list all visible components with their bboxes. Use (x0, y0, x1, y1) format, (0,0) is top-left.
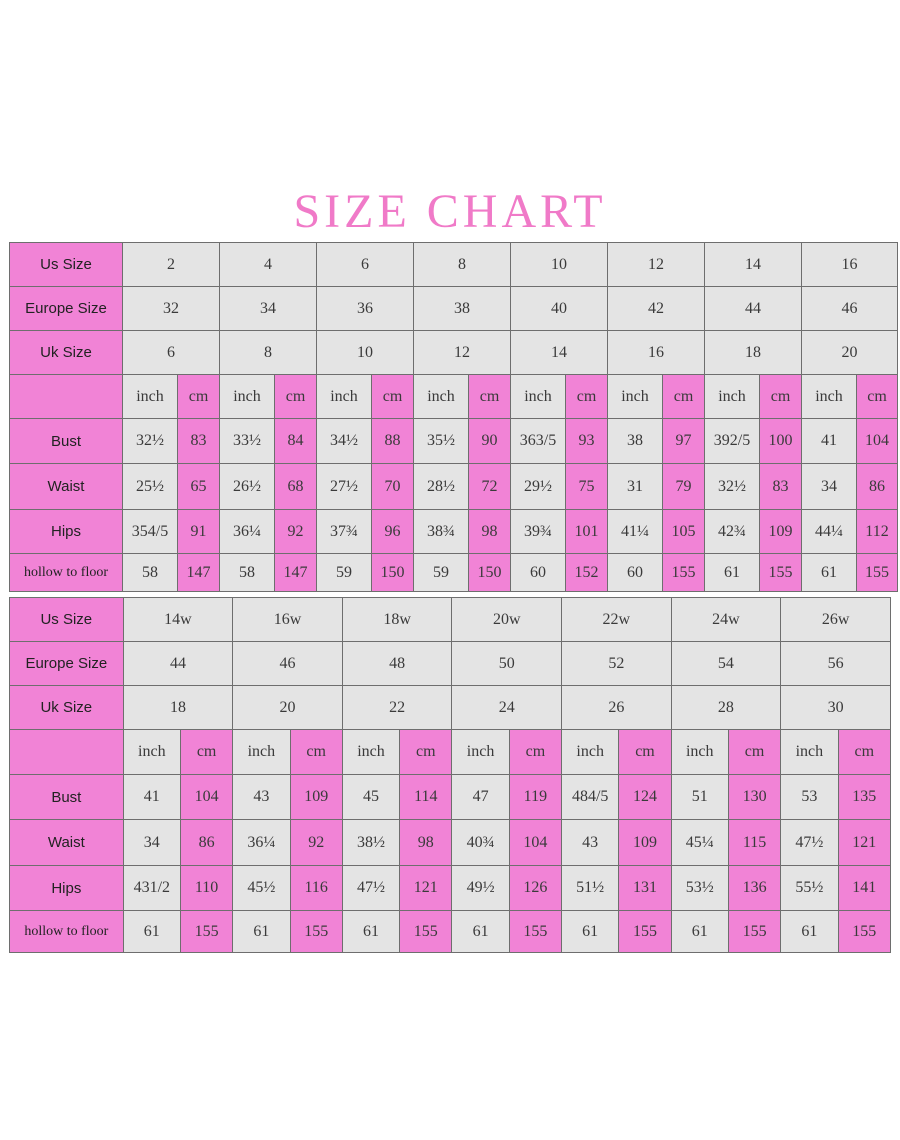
row-label-hips: Hips (10, 510, 123, 554)
hips-inch-cell: 36¼ (220, 510, 275, 554)
uk-size-cell: 22 (342, 686, 452, 730)
hips-cm-cell: 96 (372, 510, 414, 554)
size-row-us (10, 598, 891, 642)
us-size-cell: 2 (123, 243, 220, 287)
hollow-cm-cell: 147 (178, 554, 220, 592)
bust-cm-cell: 97 (663, 419, 705, 464)
hollow-inch-cell: 61 (452, 911, 509, 953)
size-row-hips (10, 510, 898, 554)
row-label-europe: Europe Size (10, 287, 123, 331)
hollow-inch-cell: 61 (342, 911, 399, 953)
waist-inch-cell: 34 (802, 464, 857, 510)
waist-cm-cell: 92 (290, 820, 342, 866)
europe-size-cell: 46 (233, 642, 343, 686)
us-size-cell: 12 (608, 243, 705, 287)
us-size-cell: 6 (317, 243, 414, 287)
uk-size-cell: 8 (220, 331, 317, 375)
uk-size-cell: 12 (414, 331, 511, 375)
hips-cm-cell: 101 (566, 510, 608, 554)
bust-inch-cell: 363/5 (511, 419, 566, 464)
unit-cm-header: cm (180, 730, 232, 775)
unit-cm-header: cm (566, 375, 608, 419)
bust-cm-cell: 109 (290, 775, 342, 820)
uk-size-cell: 16 (608, 331, 705, 375)
row-label-us: Us Size (10, 598, 124, 642)
uk-size-cell: 10 (317, 331, 414, 375)
bust-cm-cell: 83 (178, 419, 220, 464)
bust-cm-cell: 104 (180, 775, 232, 820)
waist-inch-cell: 45¼ (671, 820, 728, 866)
unit-cm-header: cm (469, 375, 511, 419)
size-row-units (10, 375, 898, 419)
unit-inch-header: inch (781, 730, 838, 775)
hips-inch-cell: 38¾ (414, 510, 469, 554)
hollow-cm-cell: 147 (275, 554, 317, 592)
bust-inch-cell: 41 (123, 775, 180, 820)
europe-size-cell: 54 (671, 642, 781, 686)
bust-inch-cell: 34½ (317, 419, 372, 464)
unit-inch-header: inch (608, 375, 663, 419)
size-row-uk (10, 331, 898, 375)
bust-inch-cell: 392/5 (705, 419, 760, 464)
waist-inch-cell: 32½ (705, 464, 760, 510)
size-row-waist (10, 464, 898, 510)
us-size-cell: 26w (781, 598, 891, 642)
size-table-plus (9, 597, 891, 953)
hips-cm-cell: 131 (619, 866, 671, 911)
hollow-inch-cell: 59 (414, 554, 469, 592)
hollow-cm-cell: 155 (290, 911, 342, 953)
size-row-waist (10, 820, 891, 866)
hips-inch-cell: 53½ (671, 866, 728, 911)
hips-cm-cell: 141 (838, 866, 890, 911)
hips-inch-cell: 39¾ (511, 510, 566, 554)
europe-size-cell: 36 (317, 287, 414, 331)
bust-cm-cell: 84 (275, 419, 317, 464)
bust-cm-cell: 119 (509, 775, 561, 820)
hips-cm-cell: 126 (509, 866, 561, 911)
hollow-cm-cell: 155 (400, 911, 452, 953)
unit-inch-header: inch (220, 375, 275, 419)
unit-inch-header: inch (671, 730, 728, 775)
page-title: SIZE CHART (293, 185, 607, 238)
size-row-hollow (10, 911, 891, 953)
europe-size-cell: 34 (220, 287, 317, 331)
hollow-inch-cell: 61 (562, 911, 619, 953)
europe-size-cell: 38 (414, 287, 511, 331)
europe-size-cell: 52 (562, 642, 672, 686)
us-size-cell: 22w (562, 598, 672, 642)
size-row-bust (10, 419, 898, 464)
us-size-cell: 10 (511, 243, 608, 287)
unit-inch-header: inch (123, 375, 178, 419)
row-label-hollow: hollow to floor (10, 554, 123, 592)
unit-cm-header: cm (728, 730, 780, 775)
unit-cm-header: cm (372, 375, 414, 419)
hollow-cm-cell: 155 (857, 554, 898, 592)
unit-cm-header: cm (663, 375, 705, 419)
hollow-inch-cell: 60 (511, 554, 566, 592)
bust-cm-cell: 130 (728, 775, 780, 820)
hips-cm-cell: 116 (290, 866, 342, 911)
waist-cm-cell: 86 (180, 820, 232, 866)
uk-size-cell: 14 (511, 331, 608, 375)
row-label-bust: Bust (10, 775, 124, 820)
europe-size-cell: 48 (342, 642, 452, 686)
unit-inch-header: inch (511, 375, 566, 419)
waist-cm-cell: 109 (619, 820, 671, 866)
unit-cm-header: cm (857, 375, 898, 419)
row-label-waist: Waist (10, 820, 124, 866)
unit-inch-header: inch (414, 375, 469, 419)
waist-cm-cell: 115 (728, 820, 780, 866)
us-size-cell: 24w (671, 598, 781, 642)
waist-cm-cell: 79 (663, 464, 705, 510)
size-row-bust (10, 775, 891, 820)
unit-cm-header: cm (760, 375, 802, 419)
hollow-inch-cell: 61 (802, 554, 857, 592)
hips-inch-cell: 47½ (342, 866, 399, 911)
hips-inch-cell: 44¼ (802, 510, 857, 554)
waist-cm-cell: 86 (857, 464, 898, 510)
bust-cm-cell: 114 (400, 775, 452, 820)
europe-size-cell: 44 (705, 287, 802, 331)
hips-inch-cell: 37¾ (317, 510, 372, 554)
uk-size-cell: 18 (705, 331, 802, 375)
uk-size-cell: 28 (671, 686, 781, 730)
bust-cm-cell: 100 (760, 419, 802, 464)
europe-size-cell: 40 (511, 287, 608, 331)
hips-cm-cell: 112 (857, 510, 898, 554)
bust-cm-cell: 93 (566, 419, 608, 464)
hollow-cm-cell: 155 (509, 911, 561, 953)
waist-inch-cell: 26½ (220, 464, 275, 510)
us-size-cell: 4 (220, 243, 317, 287)
europe-size-cell: 56 (781, 642, 891, 686)
bust-cm-cell: 104 (857, 419, 898, 464)
hips-cm-cell: 98 (469, 510, 511, 554)
hips-inch-cell: 55½ (781, 866, 838, 911)
unit-cm-header: cm (838, 730, 890, 775)
hollow-cm-cell: 155 (838, 911, 890, 953)
us-size-cell: 16w (233, 598, 343, 642)
row-label-hollow: hollow to floor (10, 911, 124, 953)
uk-size-cell: 6 (123, 331, 220, 375)
unit-inch-header: inch (317, 375, 372, 419)
bust-inch-cell: 38 (608, 419, 663, 464)
europe-size-cell: 42 (608, 287, 705, 331)
bust-cm-cell: 124 (619, 775, 671, 820)
hollow-cm-cell: 150 (372, 554, 414, 592)
row-label-waist: Waist (10, 464, 123, 510)
waist-cm-cell: 83 (760, 464, 802, 510)
bust-inch-cell: 41 (802, 419, 857, 464)
waist-inch-cell: 34 (123, 820, 180, 866)
waist-inch-cell: 40¾ (452, 820, 509, 866)
unit-inch-header: inch (802, 375, 857, 419)
row-label-bust: Bust (10, 419, 123, 464)
hips-cm-cell: 121 (400, 866, 452, 911)
hollow-cm-cell: 155 (760, 554, 802, 592)
waist-inch-cell: 43 (562, 820, 619, 866)
bust-cm-cell: 90 (469, 419, 511, 464)
size-row-hips (10, 866, 891, 911)
hips-inch-cell: 431/2 (123, 866, 180, 911)
waist-cm-cell: 121 (838, 820, 890, 866)
waist-inch-cell: 38½ (342, 820, 399, 866)
hips-cm-cell: 91 (178, 510, 220, 554)
europe-size-cell: 44 (123, 642, 233, 686)
row-label-uk: Uk Size (10, 331, 123, 375)
bust-inch-cell: 47 (452, 775, 509, 820)
waist-inch-cell: 28½ (414, 464, 469, 510)
europe-size-cell: 50 (452, 642, 562, 686)
size-row-hollow (10, 554, 898, 592)
us-size-cell: 14 (705, 243, 802, 287)
hollow-inch-cell: 61 (671, 911, 728, 953)
unit-cm-header: cm (275, 375, 317, 419)
hollow-inch-cell: 61 (123, 911, 180, 953)
unit-inch-header: inch (452, 730, 509, 775)
size-table-standard (9, 242, 898, 592)
bust-inch-cell: 53 (781, 775, 838, 820)
row-label-europe: Europe Size (10, 642, 124, 686)
bust-inch-cell: 32½ (123, 419, 178, 464)
unit-inch-header: inch (342, 730, 399, 775)
europe-size-cell: 46 (802, 287, 898, 331)
unit-inch-header: inch (562, 730, 619, 775)
row-label-hips: Hips (10, 866, 124, 911)
bust-cm-cell: 135 (838, 775, 890, 820)
europe-size-cell: 32 (123, 287, 220, 331)
waist-inch-cell: 25½ (123, 464, 178, 510)
waist-cm-cell: 72 (469, 464, 511, 510)
size-row-europe (10, 642, 891, 686)
waist-inch-cell: 36¼ (233, 820, 290, 866)
uk-size-cell: 24 (452, 686, 562, 730)
waist-cm-cell: 104 (509, 820, 561, 866)
bust-inch-cell: 43 (233, 775, 290, 820)
waist-inch-cell: 27½ (317, 464, 372, 510)
hips-inch-cell: 42¾ (705, 510, 760, 554)
hollow-cm-cell: 155 (728, 911, 780, 953)
uk-size-cell: 26 (562, 686, 672, 730)
us-size-cell: 8 (414, 243, 511, 287)
us-size-cell: 14w (123, 598, 233, 642)
waist-cm-cell: 98 (400, 820, 452, 866)
hips-cm-cell: 109 (760, 510, 802, 554)
bust-inch-cell: 45 (342, 775, 399, 820)
row-label-blank (10, 375, 123, 419)
hollow-cm-cell: 155 (619, 911, 671, 953)
hips-inch-cell: 51½ (562, 866, 619, 911)
hollow-cm-cell: 152 (566, 554, 608, 592)
us-size-cell: 18w (342, 598, 452, 642)
hips-cm-cell: 110 (180, 866, 232, 911)
bust-inch-cell: 35½ (414, 419, 469, 464)
hollow-cm-cell: 150 (469, 554, 511, 592)
bust-cm-cell: 88 (372, 419, 414, 464)
row-label-us: Us Size (10, 243, 123, 287)
unit-cm-header: cm (619, 730, 671, 775)
hollow-inch-cell: 61 (705, 554, 760, 592)
size-row-us (10, 243, 898, 287)
waist-cm-cell: 65 (178, 464, 220, 510)
hips-cm-cell: 136 (728, 866, 780, 911)
size-row-units (10, 730, 891, 775)
us-size-cell: 16 (802, 243, 898, 287)
us-size-cell: 20w (452, 598, 562, 642)
waist-cm-cell: 68 (275, 464, 317, 510)
hollow-inch-cell: 59 (317, 554, 372, 592)
waist-inch-cell: 47½ (781, 820, 838, 866)
bust-inch-cell: 51 (671, 775, 728, 820)
size-row-uk (10, 686, 891, 730)
waist-inch-cell: 29½ (511, 464, 566, 510)
hollow-inch-cell: 60 (608, 554, 663, 592)
hips-inch-cell: 49½ (452, 866, 509, 911)
uk-size-cell: 20 (233, 686, 343, 730)
unit-inch-header: inch (705, 375, 760, 419)
hips-inch-cell: 41¼ (608, 510, 663, 554)
unit-cm-header: cm (178, 375, 220, 419)
hips-inch-cell: 354/5 (123, 510, 178, 554)
hips-inch-cell: 45½ (233, 866, 290, 911)
hollow-inch-cell: 61 (233, 911, 290, 953)
uk-size-cell: 20 (802, 331, 898, 375)
hollow-inch-cell: 61 (781, 911, 838, 953)
hips-cm-cell: 92 (275, 510, 317, 554)
row-label-uk: Uk Size (10, 686, 124, 730)
hollow-inch-cell: 58 (123, 554, 178, 592)
uk-size-cell: 18 (123, 686, 233, 730)
hollow-cm-cell: 155 (180, 911, 232, 953)
unit-cm-header: cm (509, 730, 561, 775)
waist-inch-cell: 31 (608, 464, 663, 510)
bust-inch-cell: 33½ (220, 419, 275, 464)
unit-inch-header: inch (123, 730, 180, 775)
bust-inch-cell: 484/5 (562, 775, 619, 820)
waist-cm-cell: 75 (566, 464, 608, 510)
unit-cm-header: cm (400, 730, 452, 775)
size-row-europe (10, 287, 898, 331)
row-label-blank (10, 730, 124, 775)
hips-cm-cell: 105 (663, 510, 705, 554)
uk-size-cell: 30 (781, 686, 891, 730)
hollow-inch-cell: 58 (220, 554, 275, 592)
unit-inch-header: inch (233, 730, 290, 775)
waist-cm-cell: 70 (372, 464, 414, 510)
hollow-cm-cell: 155 (663, 554, 705, 592)
unit-cm-header: cm (290, 730, 342, 775)
